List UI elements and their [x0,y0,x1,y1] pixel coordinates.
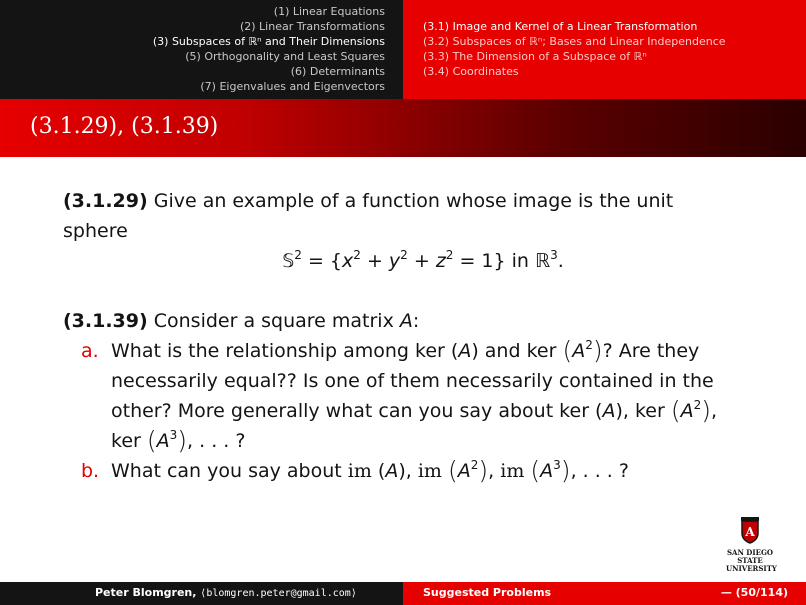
nav-section-3[interactable]: (3) Subspaces of ℝⁿ and Their Dimensions [152,35,385,48]
item-a-marker: a. [81,340,99,362]
nav-subsection-3-1[interactable]: (3.1) Image and Kernel of a Linear Transformation [423,20,698,33]
nav-subsection-3-4[interactable]: (3.4) Coordinates [423,65,519,78]
problem-39-item-a: a. What is the relationship among ker (A) and ker $(A^2)$? Are they necessarily equal?? Is one of them necessarily contained in the other? More generally what can you say about ker (A), ker $(A^2)$, ker $(A^3)$, . . . ? [81,336,718,455]
footer-author: Peter Blomgren, ⟨blomgren.peter@gmail.com⟩ [95,586,357,599]
footer-section-title[interactable]: Suggested Problems [423,586,552,599]
problem-29-label: (3.1.29) [63,190,148,212]
problem-39: (3.1.39) Consider a square matrix A: [63,310,420,332]
frame-title: (3.1.29), (3.1.39) [30,114,219,139]
nav-section-6[interactable]: (6) Determinants [290,65,385,78]
header-subsections-panel [403,0,806,99]
sphere-equation: 𝕊$^2$ = $\{x^2 + y^2 + z^2 = 1\}$ in ℝ$^3$. [282,248,564,272]
logo-line-2: UNIVERSITY [726,564,777,573]
section-nav [153,4,385,94]
nav-section-5[interactable]: (5) Orthogonality and Least Squares [185,50,385,63]
item-b-marker: b. [81,460,100,482]
nav-section-2[interactable]: (2) Linear Transformations [239,20,385,33]
header-sections-panel [0,0,403,99]
subsection-nav [423,19,726,79]
nav-section-7[interactable]: (7) Eigenvalues and Eigenvectors [200,80,385,93]
frame-title-bar [0,99,806,157]
problem-29-text: Give an example of a function whose image is the unit sphere [63,190,674,242]
svg-text:A: A [745,525,755,539]
nav-subsection-3-2[interactable]: (3.2) Subspaces of ℝⁿ; Bases and Linear Independence [423,35,726,48]
sdsu-shield-icon [739,515,761,545]
slide-content [63,186,743,486]
problem-39-item-b: b. What can you say about im (A), im $(A^2)$, im $(A^3)$, . . . ? [81,456,629,485]
problem-29 [63,186,743,246]
nav-subsection-3-3[interactable]: (3.3) The Dimension of a Subspace of ℝⁿ [423,50,647,63]
footer-author-panel [0,582,403,605]
footer-page-number: — (50/114) [720,586,788,599]
problem-39-label: (3.1.39) [63,310,148,332]
footer-email: ⟨blomgren.peter@gmail.com⟩ [200,588,357,599]
nav-section-1[interactable]: (1) Linear Equations [273,5,385,18]
sdsu-logo [726,515,777,575]
logo-line-1: SAN DIEGO STATE [726,548,774,565]
footer-section-panel [403,582,806,605]
